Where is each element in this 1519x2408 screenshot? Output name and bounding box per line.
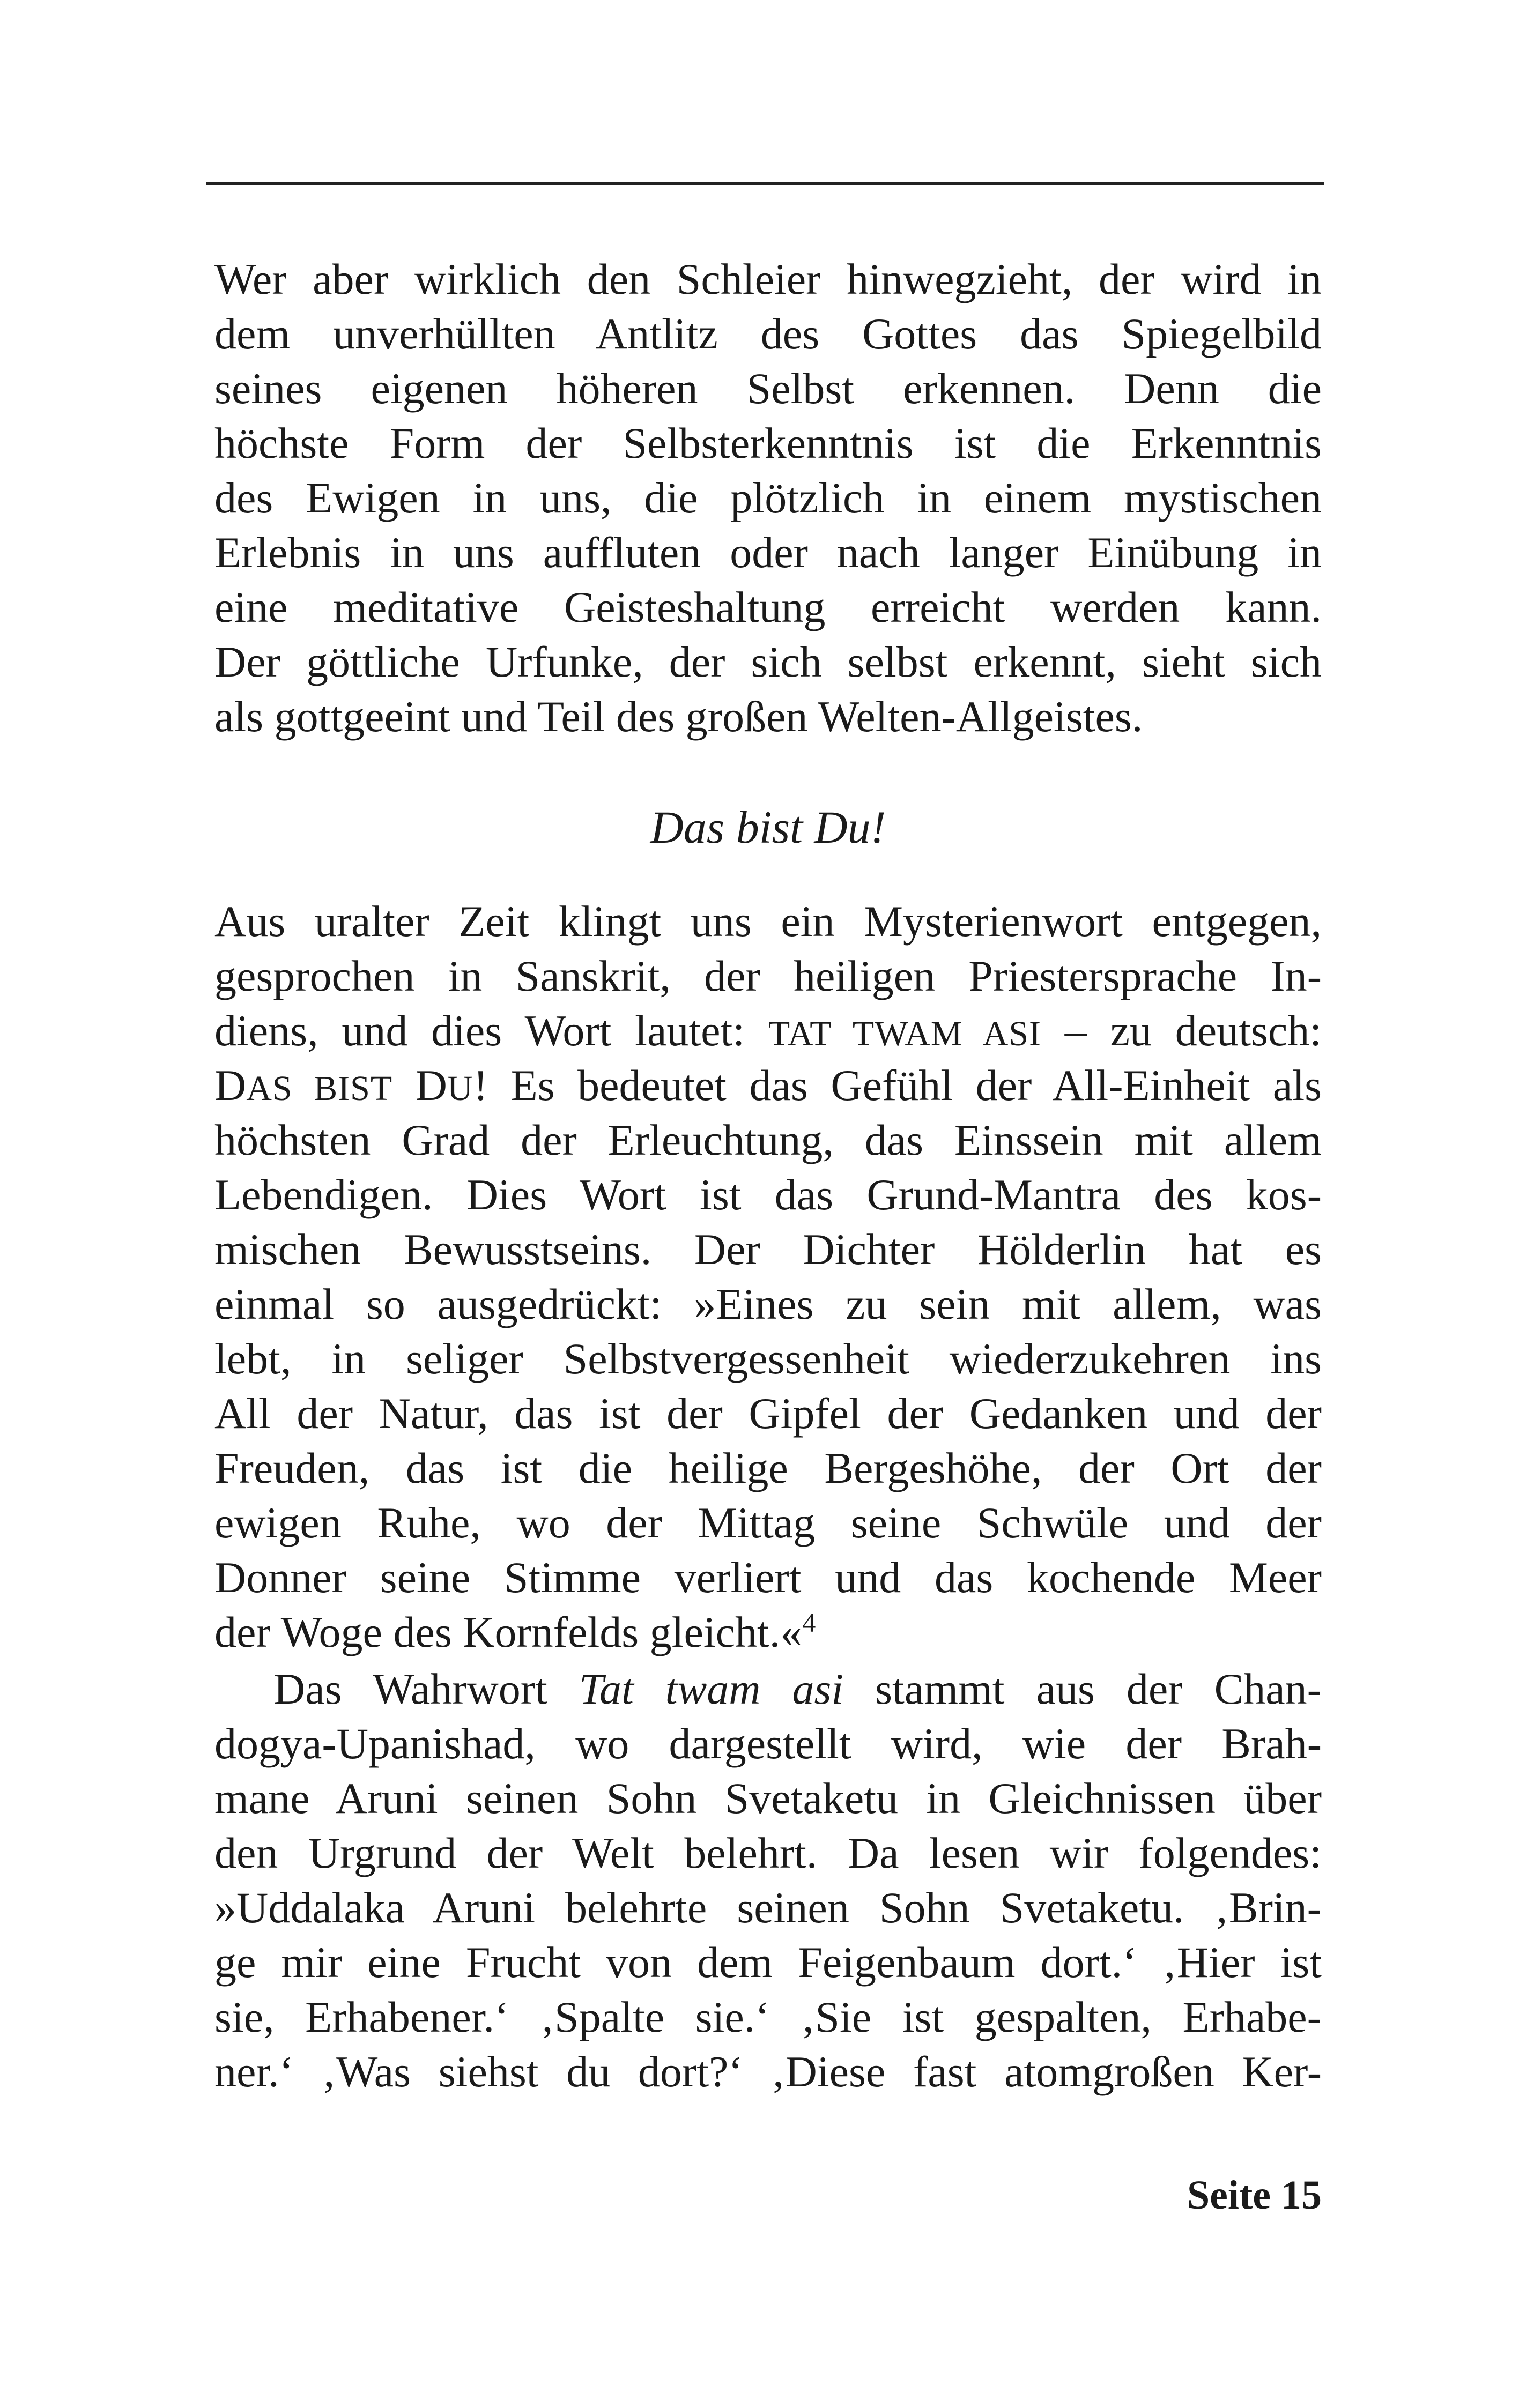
text-line: »Uddalaka Aruni belehrte seinen Sohn Svetaketu. ‚Brin-	[214, 1883, 1322, 1932]
text-run: der Woge des Kornfelds gleicht.«	[214, 1608, 803, 1656]
text-line: dem unverhüllten Antlitz des Gottes das Spiegelbild	[214, 309, 1322, 358]
text-line: gesprochen in Sanskrit, der heiligen Priestersprache In-	[214, 952, 1322, 1000]
italic-phrase: Tat twam asi	[579, 1664, 844, 1713]
text-line: Der göttliche Urfunke, der sich selbst erkennt, sieht sich	[214, 637, 1322, 686]
text-line: den Urgrund der Welt belehrt. Da lesen wir folgendes:	[214, 1829, 1322, 1877]
text-line	[214, 1058, 1322, 1113]
text-line: des Ewigen in uns, die plötzlich in einem mystischen	[214, 473, 1322, 522]
text-line: dogya-Upanishad, wo dargestellt wird, wie der Brah-	[214, 1719, 1322, 1768]
text-line: Freuden, das ist die heilige Bergeshöhe, der Ort der	[214, 1444, 1322, 1492]
text-line: Wer aber wirklich den Schleier hinwegzieht, der wird in	[214, 255, 1322, 303]
footnote-reference[interactable]: 4	[802, 1607, 816, 1638]
text-line: ge mir eine Frucht von dem Feigenbaum dort.‘ ‚Hier ist	[214, 1938, 1322, 1987]
text-line: seines eigenen höheren Selbst erkennen. Denn die	[214, 364, 1322, 413]
text-line: als gottgeeint und Teil des großen Welten-Allgeistes.	[214, 692, 1143, 741]
text-run: stammt aus der Chan-	[843, 1664, 1322, 1713]
text-line: Lebendigen. Dies Wort ist das Grund-Mantra des kos-	[214, 1170, 1322, 1219]
section-heading: Das bist Du!	[650, 801, 886, 853]
text-run: Das Wahrwort	[273, 1664, 579, 1713]
small-caps-phrase: AS BIST	[246, 1069, 393, 1108]
text-run: diens, und dies Wort lautet:	[214, 1006, 768, 1055]
paragraph-selbsterkenntnis	[214, 252, 1322, 744]
text-line: einmal so ausgedrückt: »Eines zu sein mit allem, was	[214, 1280, 1322, 1328]
small-caps-phrase: U	[447, 1069, 473, 1108]
text-line: lebt, in seliger Selbstvergessenheit wiederzukehren ins	[214, 1334, 1322, 1383]
paragraph-tat-twam-asi	[214, 894, 1322, 1660]
text-line: Aus uralter Zeit klingt uns ein Mysterienwort entgegen,	[214, 897, 1322, 946]
text-line: sie, Erhabener.‘ ‚Spalte sie.‘ ‚Sie ist gespalten, Erhabe-	[214, 1993, 1322, 2041]
paragraph-chandogya	[214, 1662, 1322, 2099]
text-run: D	[214, 1061, 247, 1110]
text-line: ner.‘ ‚Was siehst du dort?‘ ‚Diese fast atomgroßen Ker-	[214, 2047, 1322, 2096]
text-line: eine meditative Geisteshaltung erreicht werden kann.	[214, 583, 1322, 631]
text-line	[214, 1605, 1322, 1660]
text-run: – zu deutsch:	[1041, 1006, 1322, 1055]
text-run: ! Es bedeutet das Gefühl der All-Einheit als	[473, 1061, 1322, 1110]
text-line: höchsten Grad der Erleuchtung, das Einssein mit allem	[214, 1116, 1322, 1164]
text-run: D	[392, 1061, 448, 1110]
text-line: mischen Bewusstseins. Der Dichter Hölderlin hat es	[214, 1225, 1322, 1274]
header-rule	[206, 182, 1324, 185]
text-line: ewigen Ruhe, wo der Mittag seine Schwüle und der	[214, 1498, 1322, 1547]
text-line: Donner seine Stimme verliert und das kochende Meer	[214, 1553, 1322, 1602]
text-line	[214, 1662, 1322, 1716]
page-number: Seite 15	[1187, 2173, 1322, 2218]
text-line: Erlebnis in uns auffluten oder nach langer Einübung in	[214, 528, 1322, 577]
text-line: mane Aruni seinen Sohn Svetaketu in Gleichnissen über	[214, 1774, 1322, 1823]
text-line	[214, 1004, 1322, 1058]
text-line: höchste Form der Selbsterkenntnis ist die Erkenntnis	[214, 419, 1322, 467]
text-line: All der Natur, das ist der Gipfel der Gedanken und der	[214, 1389, 1322, 1438]
small-caps-phrase: TAT TWAM ASI	[768, 1014, 1042, 1053]
